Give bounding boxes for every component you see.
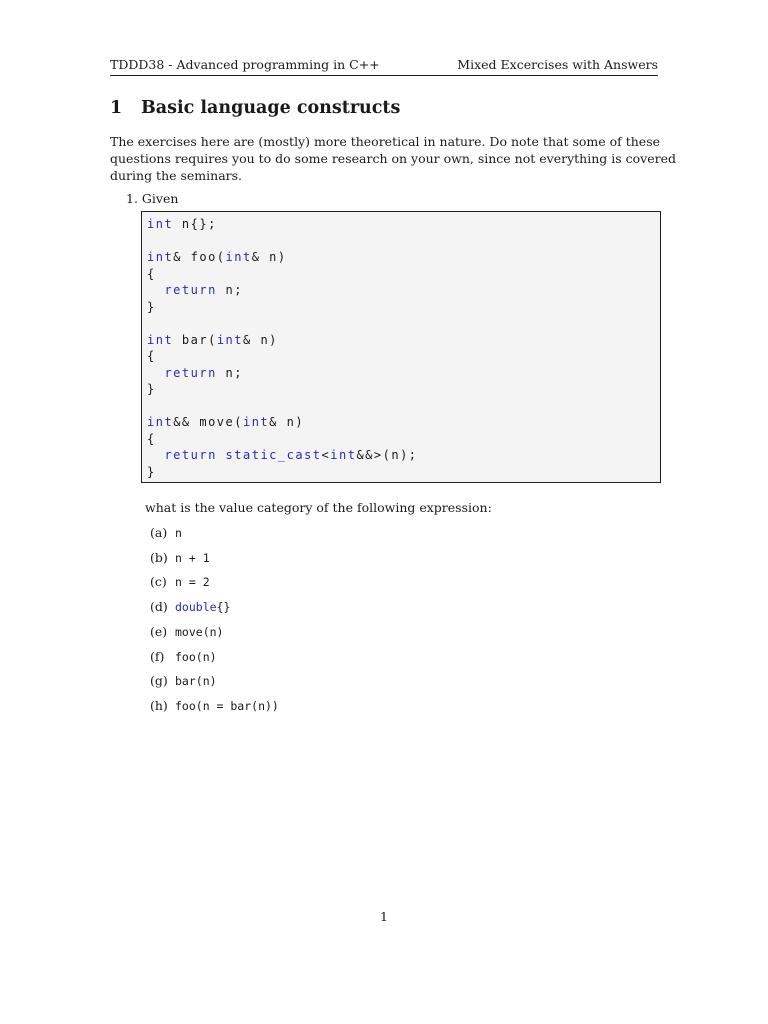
- code-text: }: [147, 464, 156, 479]
- item-expression: [175, 600, 230, 614]
- code-keyword: int: [147, 250, 174, 264]
- code-text: n: [175, 526, 182, 540]
- code-text: {: [147, 266, 156, 281]
- code-text: n{};: [173, 217, 217, 231]
- code-text: }: [147, 382, 156, 396]
- section-number: 1: [110, 98, 123, 118]
- page-number: 1: [380, 909, 388, 924]
- exercise-question: what is the value category of the following expression:: [145, 500, 492, 515]
- code-line: [147, 432, 156, 446]
- list-item: [150, 599, 230, 614]
- code-keyword: int: [147, 415, 174, 429]
- code-text: n + 1: [175, 550, 210, 565]
- code-line: [147, 366, 243, 380]
- code-text: & n): [243, 332, 278, 347]
- code-text: bar(n): [175, 674, 217, 689]
- running-header: [110, 57, 658, 76]
- code-text: foo(n): [175, 649, 217, 664]
- code-text: [147, 283, 164, 297]
- item-expression: [175, 575, 210, 589]
- list-item: [150, 525, 182, 540]
- code-line: [147, 250, 287, 264]
- code-line: [147, 300, 156, 314]
- intro-line: during the seminars.: [110, 168, 243, 183]
- item-expression: [175, 650, 217, 664]
- code-text: [147, 448, 164, 462]
- code-text: n;: [216, 365, 243, 380]
- section-title: Basic language constructs: [141, 98, 401, 118]
- item-label: (e): [150, 623, 168, 639]
- code-text: & foo(: [173, 250, 226, 264]
- code-keyword: int: [147, 332, 174, 347]
- code-line: [147, 448, 418, 462]
- code-line: [147, 349, 156, 363]
- code-text: && move(: [173, 415, 243, 429]
- code-text: {}: [216, 600, 231, 615]
- exercise-label: 1. Given: [126, 191, 179, 206]
- item-label: (b): [150, 549, 168, 565]
- intro-line: questions requires you to do some research on your own, since not everything is covered: [110, 151, 676, 166]
- list-item: [150, 649, 217, 664]
- code-text: }: [147, 299, 156, 314]
- code-line: [147, 283, 243, 297]
- header-course-title: TDDD38 - Advanced programming in C++: [110, 57, 380, 72]
- code-keyword: return: [164, 448, 217, 462]
- item-label: (d): [150, 599, 168, 615]
- list-item: [150, 574, 210, 589]
- code-text: <: [321, 448, 331, 462]
- code-line: [147, 267, 156, 281]
- code-line: [147, 382, 156, 396]
- code-line: [147, 316, 156, 330]
- code-keyword: int: [147, 217, 174, 231]
- code-line: [147, 415, 304, 429]
- code-text: [147, 366, 164, 380]
- code-keyword: int: [216, 332, 243, 347]
- code-keyword: int: [242, 415, 270, 429]
- item-expression: [175, 674, 217, 688]
- item-label: (a): [150, 525, 168, 540]
- code-text: move(n): [175, 624, 224, 639]
- code-line: [147, 217, 217, 231]
- item-label: (h): [150, 697, 168, 713]
- code-keyword: static_cast: [225, 448, 322, 462]
- list-item: [150, 698, 279, 713]
- code-text: {: [147, 349, 156, 363]
- code-keyword: int: [330, 448, 357, 462]
- item-expression: [175, 526, 182, 540]
- code-text: & n): [251, 250, 287, 264]
- code-listing: [141, 211, 661, 483]
- item-label: (f): [150, 648, 165, 664]
- code-text: n;: [216, 283, 243, 297]
- code-text: bar(: [173, 332, 217, 347]
- intro-line: The exercises here are (mostly) more theoretical in nature. Do note that some of these: [110, 134, 661, 149]
- item-expression: [175, 699, 279, 713]
- item-label: (c): [150, 574, 167, 590]
- code-text: [217, 448, 226, 462]
- code-keyword: int: [225, 250, 252, 264]
- code-text: n = 2: [175, 575, 210, 590]
- code-line: [147, 399, 156, 413]
- code-keyword: return: [164, 283, 217, 297]
- code-line: [147, 333, 278, 347]
- list-item: [150, 550, 210, 565]
- code-line: [147, 465, 156, 479]
- item-expression: [175, 625, 223, 639]
- intro-paragraph: [110, 133, 676, 184]
- code-keyword: double: [175, 600, 217, 615]
- list-item: [150, 624, 223, 639]
- header-document-title: Mixed Excercises with Answers: [457, 57, 658, 72]
- code-line: [147, 234, 156, 248]
- item-label: (g): [150, 673, 168, 689]
- code-text: foo(n = bar(n)): [175, 698, 279, 713]
- list-item: [150, 673, 217, 688]
- code-keyword: return: [164, 365, 217, 380]
- item-expression: [175, 551, 210, 565]
- section-heading: [110, 98, 400, 118]
- code-text: &&>(n);: [356, 448, 418, 462]
- code-text: {: [147, 431, 156, 446]
- code-text: & n): [269, 415, 305, 429]
